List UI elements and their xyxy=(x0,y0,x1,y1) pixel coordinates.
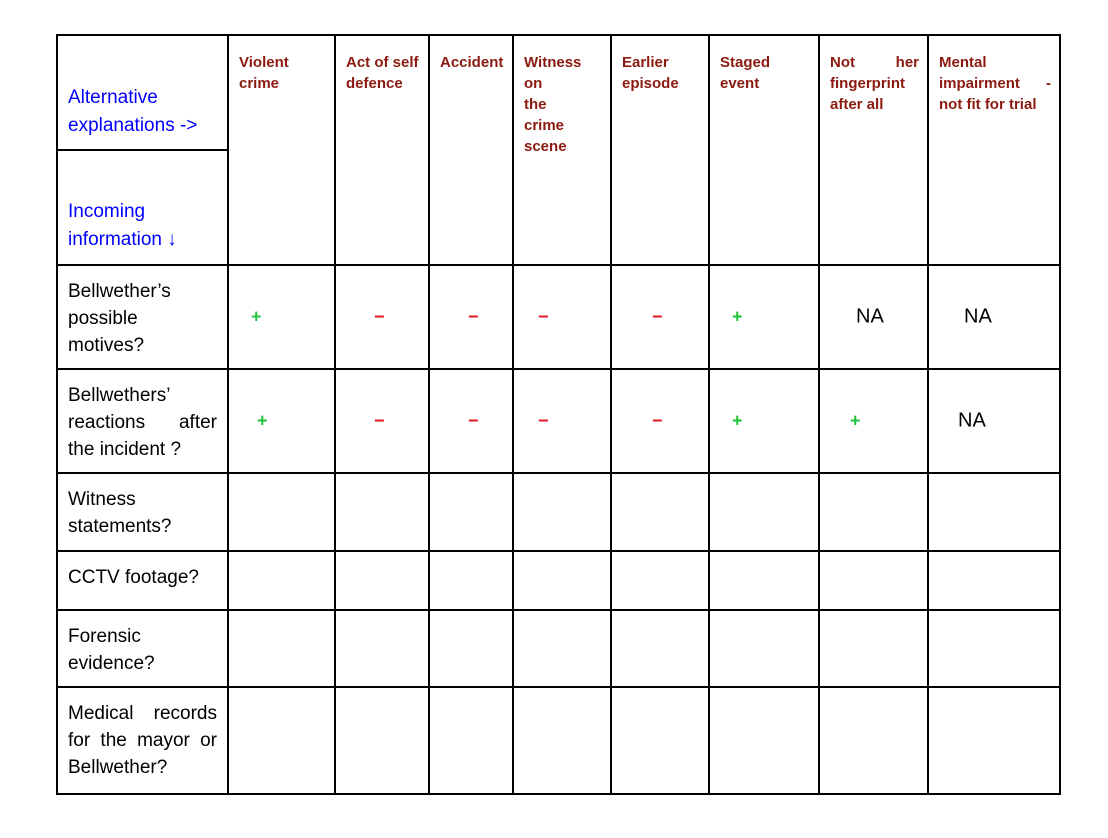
cell-motives-fingerprint xyxy=(819,265,928,369)
empty-cell xyxy=(335,610,429,687)
cell-motives-earlier xyxy=(611,265,709,369)
table-row xyxy=(57,369,1060,473)
column-header-violent-crime: Violent crime xyxy=(228,35,335,265)
empty-cell xyxy=(928,473,1060,551)
cell-reactions-earlier xyxy=(611,369,709,473)
column-header-witness-on-scene xyxy=(513,35,611,265)
not-her-line-1: Not her xyxy=(830,54,919,71)
empty-cell xyxy=(513,551,611,610)
empty-cell xyxy=(335,473,429,551)
row-label-cctv: CCTV footage? xyxy=(57,551,228,610)
table-row xyxy=(57,265,1060,369)
column-header-self-defence: Act of self defence xyxy=(335,35,429,265)
plus-mark: + xyxy=(257,410,268,431)
empty-cell xyxy=(513,473,611,551)
empty-cell xyxy=(429,551,513,610)
cell-reactions-violent xyxy=(228,369,335,473)
cell-reactions-mental xyxy=(928,369,1060,473)
minus-mark: − xyxy=(652,306,663,327)
minus-mark: − xyxy=(652,410,663,431)
mental-line-3: not fit for trial xyxy=(939,96,1037,113)
minus-mark: − xyxy=(468,306,479,327)
empty-cell xyxy=(513,610,611,687)
not-her-line-3: after all xyxy=(830,96,884,113)
corner-alternative-explanations: Alternative explanations -> xyxy=(57,35,228,150)
na-value: NA xyxy=(964,305,992,328)
not-her-line-2: fingerprint xyxy=(830,75,905,92)
empty-cell xyxy=(928,610,1060,687)
empty-cell xyxy=(709,687,819,794)
table-row xyxy=(57,610,1060,687)
na-value: NA xyxy=(856,305,884,328)
empty-cell xyxy=(709,551,819,610)
minus-mark: − xyxy=(538,306,549,327)
empty-cell xyxy=(709,610,819,687)
empty-cell xyxy=(513,687,611,794)
cell-motives-mental xyxy=(928,265,1060,369)
empty-cell xyxy=(819,473,928,551)
mental-line-2: impairment - xyxy=(939,75,1051,92)
cell-reactions-selfdefence xyxy=(335,369,429,473)
mental-line-1: Mental xyxy=(939,54,987,71)
column-header-staged-event: Staged event xyxy=(709,35,819,265)
cell-motives-selfdefence xyxy=(335,265,429,369)
empty-cell xyxy=(928,551,1060,610)
empty-cell xyxy=(335,687,429,794)
witness-line-1: Witness xyxy=(524,54,582,71)
empty-cell xyxy=(819,610,928,687)
column-header-mental-impairment xyxy=(928,35,1060,265)
cell-reactions-staged xyxy=(709,369,819,473)
table-row xyxy=(57,551,1060,610)
empty-cell xyxy=(819,687,928,794)
empty-cell xyxy=(335,551,429,610)
witness-line-5: scene xyxy=(524,138,567,155)
cell-motives-witness xyxy=(513,265,611,369)
empty-cell xyxy=(429,610,513,687)
table-row xyxy=(57,687,1060,794)
empty-cell xyxy=(228,610,335,687)
cell-motives-staged xyxy=(709,265,819,369)
row-label-reactions: Bellwethers’ reactions after the incident ? xyxy=(57,369,228,473)
column-header-earlier-episode: Earlier episode xyxy=(611,35,709,265)
minus-mark: − xyxy=(468,410,479,431)
empty-cell xyxy=(611,610,709,687)
row-label-forensic: Forensic evidence? xyxy=(57,610,228,687)
evidence-matrix-table xyxy=(56,34,1061,795)
minus-mark: − xyxy=(374,410,385,431)
witness-line-3: the xyxy=(524,96,547,113)
column-header-not-her-fingerprint xyxy=(819,35,928,265)
empty-cell xyxy=(228,473,335,551)
cell-motives-violent xyxy=(228,265,335,369)
cell-reactions-fingerprint xyxy=(819,369,928,473)
row-label-medical-records: Medical records for the mayor or Bellwether? xyxy=(57,687,228,794)
cell-reactions-accident xyxy=(429,369,513,473)
plus-mark: + xyxy=(732,410,743,431)
plus-mark: + xyxy=(732,306,743,327)
corner-incoming-information: Incoming information ↓ xyxy=(57,150,228,265)
empty-cell xyxy=(819,551,928,610)
cell-reactions-witness xyxy=(513,369,611,473)
empty-cell xyxy=(709,473,819,551)
empty-cell xyxy=(928,687,1060,794)
empty-cell xyxy=(228,687,335,794)
table-row xyxy=(57,473,1060,551)
empty-cell xyxy=(611,473,709,551)
minus-mark: − xyxy=(538,410,549,431)
row-label-motives: Bellwether’s possible motives? xyxy=(57,265,228,369)
empty-cell xyxy=(429,687,513,794)
empty-cell xyxy=(611,687,709,794)
plus-mark: + xyxy=(850,410,861,431)
plus-mark: + xyxy=(251,306,262,327)
empty-cell xyxy=(429,473,513,551)
na-value: NA xyxy=(958,409,986,432)
column-header-accident: Accident xyxy=(429,35,513,265)
empty-cell xyxy=(611,551,709,610)
witness-line-4: crime xyxy=(524,117,565,134)
row-label-witness-statements: Witness statements? xyxy=(57,473,228,551)
cell-motives-accident xyxy=(429,265,513,369)
minus-mark: − xyxy=(374,306,385,327)
empty-cell xyxy=(228,551,335,610)
witness-line-2: on xyxy=(524,75,543,92)
